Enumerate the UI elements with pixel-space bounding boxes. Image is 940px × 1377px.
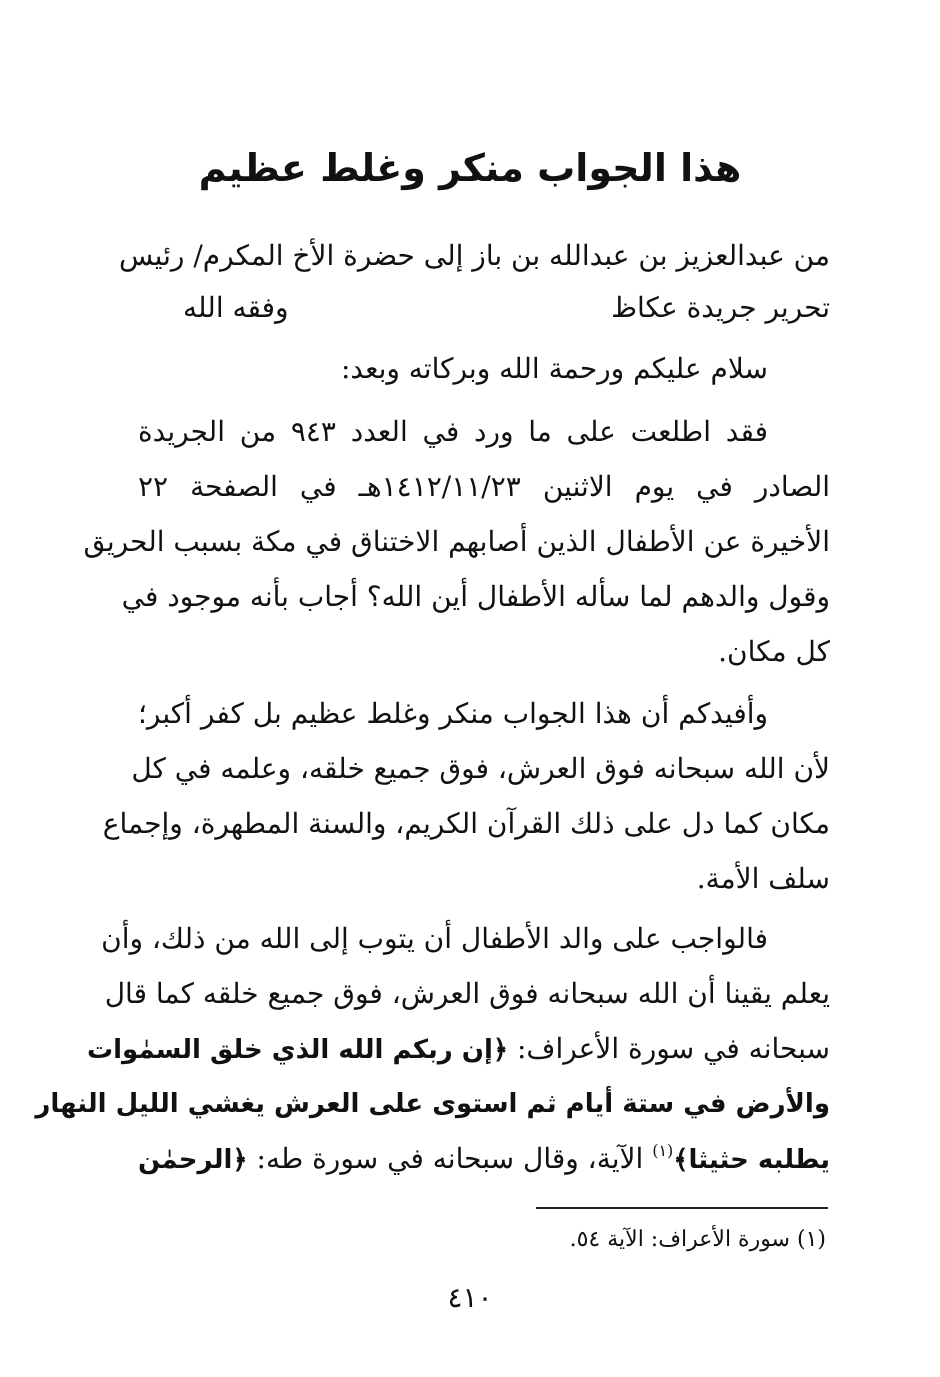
para3-line-1: فالواجب على والد الأطفال أن يتوب إلى الله من ذلك، وأن <box>101 922 768 955</box>
para3-line-3-text: سبحانه في سورة الأعراف: <box>508 1032 830 1065</box>
para2-line-3: مكان كما دل على ذلك القرآن الكريم، والسنة المطهرة، وإجماع <box>102 807 830 840</box>
para3-line-2: يعلم يقينا أن الله سبحانه فوق العرش، فوق جميع خلقه كما قال <box>104 977 830 1010</box>
footnote-divider <box>536 1207 828 1209</box>
page-number: ٤١٠ <box>447 1281 493 1314</box>
para1-line-1: فقد اطلعت على ما ورد في العدد ٩٤٣ من الجريدة <box>138 415 768 448</box>
footnote-reference[interactable]: (١) <box>652 1141 674 1160</box>
quran-quote-part-3: يطلبه حثيثا﴾ <box>673 1145 830 1175</box>
para2-line-2: لأن الله سبحانه فوق العرش، فوق جميع خلقه، وعلمه في كل <box>131 752 830 785</box>
para2-line-1: وأفيدكم أن هذا الجواب منكر وغلط عظيم بل كفر أكبر؛ <box>138 697 768 730</box>
greeting: سلام عليكم ورحمة الله وبركاته وبعد: <box>340 352 768 385</box>
page-title: هذا الجواب منكر وغلط عظيم <box>198 146 742 190</box>
para3-line-5-text: الآية، وقال سبحانه في سورة طه: <box>247 1142 653 1175</box>
address-recipient: تحرير جريدة عكاظ <box>611 291 830 324</box>
para1-line-5: كل مكان. <box>718 635 830 668</box>
para1-line-3: الأخيرة عن الأطفال الذين أصابهم الاختناق في مكة بسبب الحريق <box>83 525 830 558</box>
para3-line-5 <box>138 1132 830 1186</box>
para1-line-2: الصادر في يوم الاثنين ١٤١٢/١١/٢٣هـ في الصفحة ٢٢ <box>138 470 830 503</box>
para3-line-3 <box>86 1022 830 1076</box>
quran-quote-part-2: والأرض في ستة أيام ثم استوى على العرش يغشي الليل النهار <box>35 1089 830 1119</box>
footnote: (١) سورة الأعراف: الآية ٥٤. <box>569 1227 826 1252</box>
address-line-1: من عبدالعزيز بن عبدالله بن باز إلى حضرة الأخ المكرم/ رئيس <box>118 239 830 272</box>
quran-quote-part-1: ﴿إن ربكم الله الذي خلق السمٰوات <box>86 1035 509 1065</box>
address-line-2 <box>138 281 830 335</box>
quran-quote-part-4: ﴿الرحمٰن <box>137 1145 248 1175</box>
para1-line-4: وقول والدهم لما سأله الأطفال أين الله؟ أجاب بأنه موجود في <box>121 580 830 613</box>
address-blessing: وفقه الله <box>183 291 289 324</box>
para2-line-4: سلف الأمة. <box>696 862 830 895</box>
